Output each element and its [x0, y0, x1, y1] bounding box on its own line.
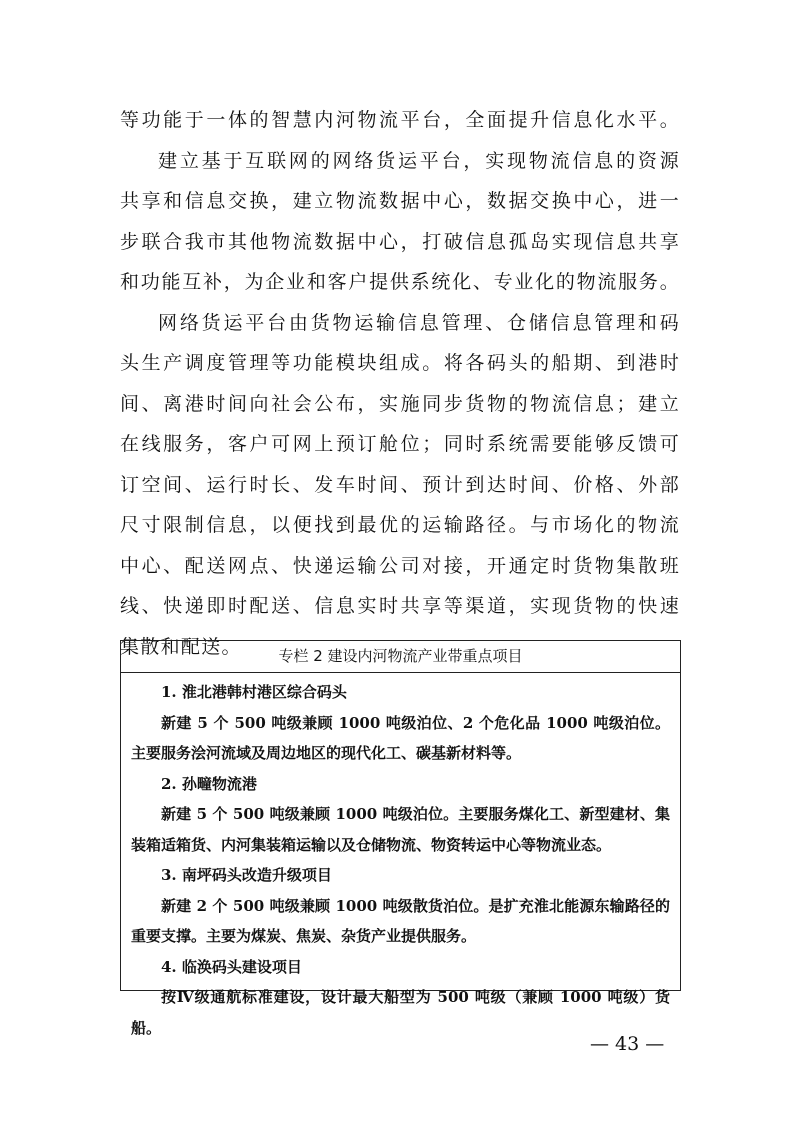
paragraph-3-line-3: 间、离港时间向社会公布，实施同步货物的物流信息；建立 — [120, 392, 680, 415]
paragraph-2-line-4: 和功能互补，为企业和客户提供系统化、专业化的物流服务。 — [120, 271, 680, 293]
feature-box-content — [121, 673, 680, 1043]
paragraph-2-line-2: 共享和信息交换，建立物流数据中心，数据交换中心，进一 — [120, 190, 680, 212]
paragraph-3-line-9: 集散和配送。 — [120, 635, 242, 658]
paragraph-2-line-3: 步联合我市其他物流数据中心，打破信息孤岛实现信息共享 — [120, 230, 680, 253]
paragraph-3-line-4: 在线服务，客户可网上预订舱位；同时系统需要能够反馈可 — [120, 433, 680, 455]
body-text — [120, 100, 680, 667]
paragraph-3-line-1: 网络货运平台由货物运输信息管理、仓储信息管理和码 — [158, 311, 680, 334]
project-text-4: 按Ⅳ级通航标准建设，设计最大船型为 500 吨级（兼顾 1000 吨级）货船。 — [131, 988, 670, 1037]
paragraph-2-line-1: 建立基于互联网的网络货运平台，实现物流信息的资源 — [158, 149, 680, 172]
project-heading-3: 3. 南坪码头改造升级项目 — [161, 866, 332, 884]
project-heading-4: 4. 临涣码头建设项目 — [161, 957, 302, 976]
project-heading-1: 1. 淮北港韩村港区综合码头 — [161, 683, 347, 701]
paragraph-3-line-6: 尺寸限制信息，以便找到最优的运输路径。与市场化的物流 — [120, 514, 680, 536]
project-text-1: 新建 5 个 500 吨级兼顾 1000 吨级泊位、2 个危化品 1000 吨级泊位。主要服务浍河流域及周边地区的现代化工、碳基新材料等。 — [131, 713, 670, 762]
feature-box — [120, 640, 681, 1037]
project-heading-2: 2. 孙疃物流港 — [161, 774, 257, 793]
paragraph-3-line-7: 中心、配送网点、快递运输公司对接，开通定时货物集散班 — [120, 554, 680, 577]
paragraph-3-line-2: 头生产调度管理等功能模块组成。将各码头的船期、到港时 — [120, 352, 680, 374]
page-number: — 43 — — [590, 1033, 665, 1055]
paragraph-3-line-8: 线、快递即时配送、信息实时共享等渠道，实现货物的快速 — [120, 595, 680, 617]
feature-box-title: 专栏 2 建设内河物流产业带重点项目 — [121, 641, 680, 673]
paragraph-1-line-1: 等功能于一体的智慧内河物流平台，全面提升信息化水平。 — [120, 109, 680, 131]
project-text-2: 新建 5 个 500 吨级兼顾 1000 吨级泊位。主要服务煤化工、新型建材、集装箱适箱货、内河集装箱运输以及仓储物流、物资转运中心等物流业态。 — [131, 805, 670, 854]
paragraph-3-line-5: 订空间、运行时长、发车时间、预计到达时间、价格、外部 — [120, 473, 680, 496]
project-text-3: 新建 2 个 500 吨级兼顾 1000 吨级散货泊位。是扩充淮北能源东输路径的重要支撑。主要为煤炭、焦炭、杂货产业提供服务。 — [131, 896, 670, 945]
